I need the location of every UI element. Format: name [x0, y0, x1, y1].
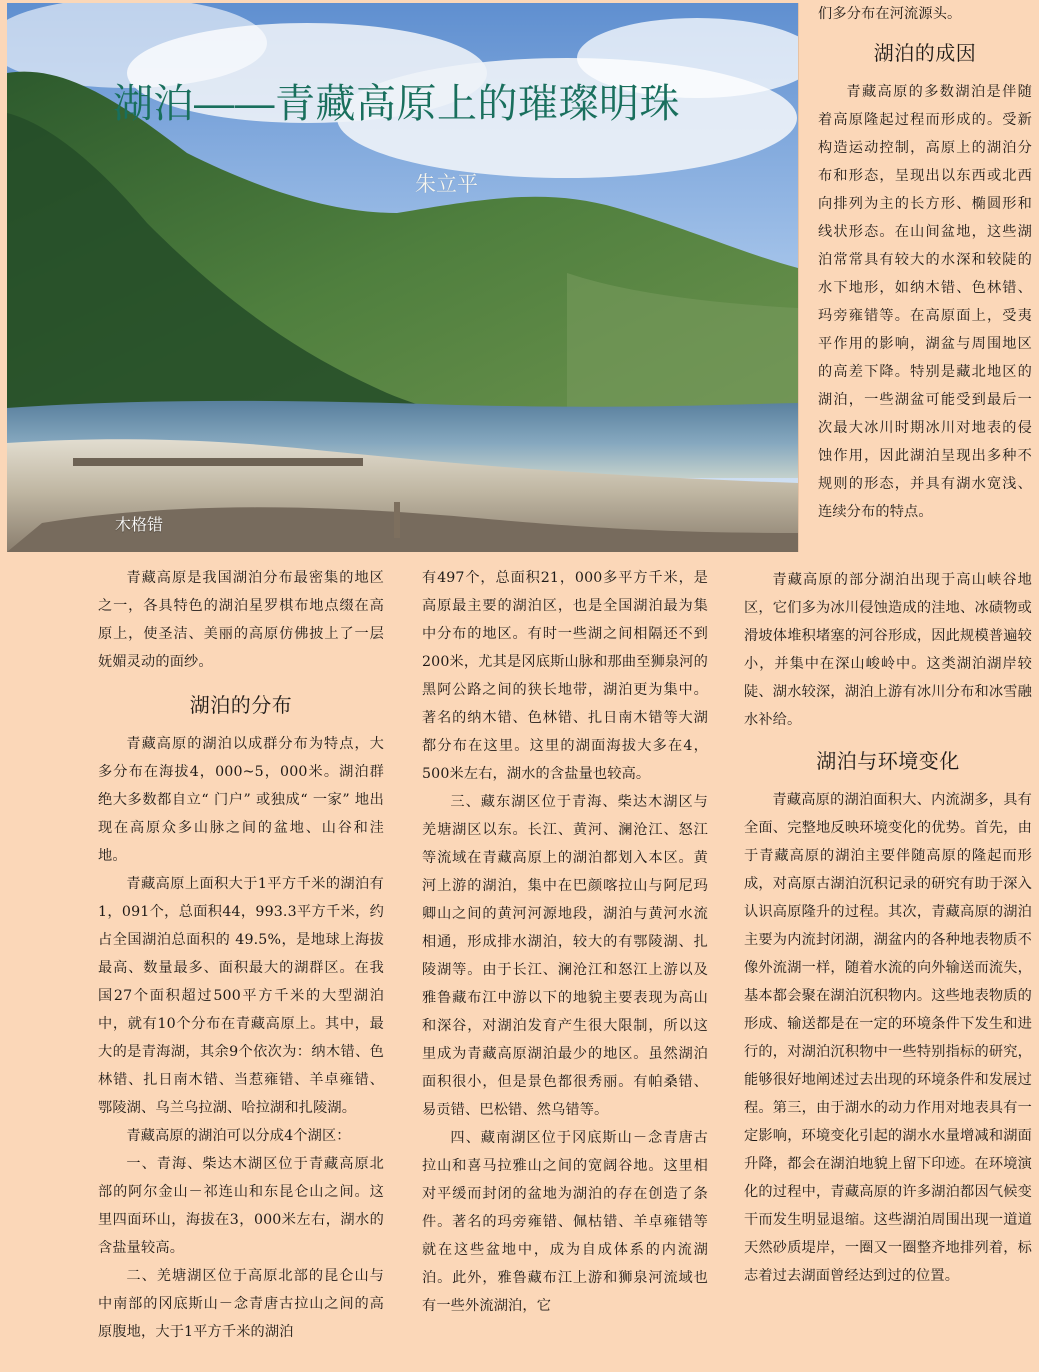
paragraph: 三、藏东湖区位于青海、柴达木湖区与羌塘湖区以东。长江、黄河、澜沧江、怒江等流域在青藏高原上的湖泊都划入本区。黄河上游的湖泊，集中在巴颜喀拉山与阿尼玛卿山之间的黄河河源地段，湖泊与黄河水流相通，形成排水湖泊，较大的有鄂陵湖、扎陵湖等。由于长江、澜沧江和怒江上游以及雅鲁藏布江中游以下的地貌主要表现为高山和深谷，对湖泊发育产生很大限制，所以这里成为青藏高原湖泊最少的地区。虽然湖泊面积很小，但是景色都很秀丽。有帕桑错、易贡错、巴松错、然乌错等。 [422, 794, 708, 1118]
section-heading-causes: 湖泊的成因 [873, 41, 977, 65]
paragraph: 一、青海、柴达木湖区位于青藏高原北部的阿尔金山－祁连山和东昆仑山之间。这里四面环山，海拔在3，000米左右，湖水的含盐量较高。 [98, 1156, 384, 1256]
text-column-3-upper [818, 0, 1032, 526]
paragraph: 有497个，总面积21，000多平方千米，是高原最主要的湖泊区，也是全国湖泊最为集中分布的地区。有时一些湖之间相隔还不到200米，尤其是冈底斯山脉和那曲至狮泉河的黑阿公路之间的狭长地带，湖泊更为集中。著名的纳木错、色林错、扎日南木错等大湖都分布在这里。这里的湖面海拔大多在4，500米左右，湖水的含盐量也较高。 [422, 570, 708, 782]
paragraph: 们多分布在河流源头。 [818, 6, 962, 22]
text-column-2 [422, 564, 708, 1320]
text-column-1 [98, 564, 384, 1346]
paragraph: 青藏高原的湖泊可以分成4个湖区： [126, 1128, 351, 1144]
text-column-3-lower [744, 566, 1032, 1290]
paragraph: 四、藏南湖区位于冈底斯山－念青唐古拉山和喜马拉雅山之间的宽阔谷地。这里相对平缓而封闭的盆地为湖泊的存在创造了条件。著名的玛旁雍错、佩枯错、羊卓雍错等就在这些盆地中，成为自成体系的内流湖泊。此外，雅鲁藏布江上游和狮泉河流域也有一些外流湖泊，它 [422, 1130, 708, 1314]
article-title: 湖泊——青藏高原上的璀璨明珠 [113, 82, 680, 126]
paragraph: 青藏高原的部分湖泊出现于高山峡谷地区，它们多为冰川侵蚀造成的洼地、冰碛物或滑坡体堆积堵塞的河谷形成，因此规模普遍较小，并集中在深山峻岭中。这类湖泊湖岸较陡、湖水较深，湖泊上游有冰川分布和冰雪融水补给。 [744, 572, 1032, 728]
article-author: 朱立平 [415, 172, 478, 196]
paragraph: 青藏高原的多数湖泊是伴随着高原隆起过程而形成的。受新构造运动控制，高原上的湖泊分布和形态，呈现出以东西或北西向排列为主的长方形、椭圆形和线状形态。在山间盆地，这些湖泊常常具有较大的水深和较陡的水下地形，如纳木错、色林错、玛旁雍错等。在高原面上，受夷平作用的影响，湖盆与周围地区的高差下降。特别是藏北地区的湖泊，一些湖盆可能受到最后一次最大冰川时期冰川对地表的侵蚀作用，因此湖泊呈现出多种不规则的形态，并具有湖水宽浅、连续分布的特点。 [818, 84, 1032, 520]
paragraph: 青藏高原上面积大于1平方千米的湖泊有1，091个，总面积44，993.3平方千米，约占全国湖泊总面积的 49.5%，是地球上海拔最高、数量最多、面积最大的湖群区。在我国27个面积超过500平方千米的大型湖泊中，就有10个分布在青藏高原上。其中，最大的是青海湖，其余9个依次为：纳木错、色林错、扎日南木错、当惹雍错、羊卓雍错、鄂陵湖、乌兰乌拉湖、哈拉湖和扎陵湖。 [98, 876, 384, 1116]
section-heading-distribution: 湖泊的分布 [189, 693, 293, 717]
intro-paragraph: 青藏高原是我国湖泊分布最密集的地区之一，各具特色的湖泊星罗棋布地点缀在高原上，使圣洁、美丽的高原仿佛披上了一层妩媚灵动的面纱。 [98, 570, 384, 670]
paragraph: 二、羌塘湖区位于高原北部的昆仑山与中南部的冈底斯山－念青唐古拉山之间的高原腹地，大于1平方千米的湖泊 [98, 1268, 384, 1340]
section-heading-environment: 湖泊与环境变化 [816, 749, 960, 773]
paragraph: 青藏高原的湖泊面积大、内流湖多，具有全面、完整地反映环境变化的优势。首先，由于青藏高原的湖泊主要伴随高原的隆起而形成，对高原古湖泊沉积记录的研究有助于深入认识高原隆升的过程。其次，青藏高原的湖泊主要为内流封闭湖，湖盆内的各种地表物质不像外流湖一样，随着水流的向外输送而流失，基本都会聚在湖泊沉积物内。这些地表物质的形成、输送都是在一定的环境条件下发生和进行的，对湖泊沉积物中一些特别指标的研究，能够很好地阐述过去出现的环境条件和发展过程。第三，由于湖水的动力作用对地表具有一定影响，环境变化引起的湖水水量增减和湖面升降，都会在湖泊地貌上留下印迹。在环境演化的过程中，青藏高原的许多湖泊都因气候变干而发生明显退缩。这些湖泊周围出现一道道天然砂质堤岸，一圈又一圈整齐地排列着，标志着过去湖面曾经达到过的位置。 [744, 792, 1032, 1284]
photo-caption: 木格错 [115, 515, 164, 534]
paragraph: 青藏高原的湖泊以成群分布为特点，大多分布在海拔4，000~5，000米。湖泊群绝大多数都自立“ 门户” 或独成“ 一家” 地出现在高原众多山脉之间的盆地、山谷和洼地。 [98, 736, 384, 864]
hero-photo [7, 3, 799, 552]
